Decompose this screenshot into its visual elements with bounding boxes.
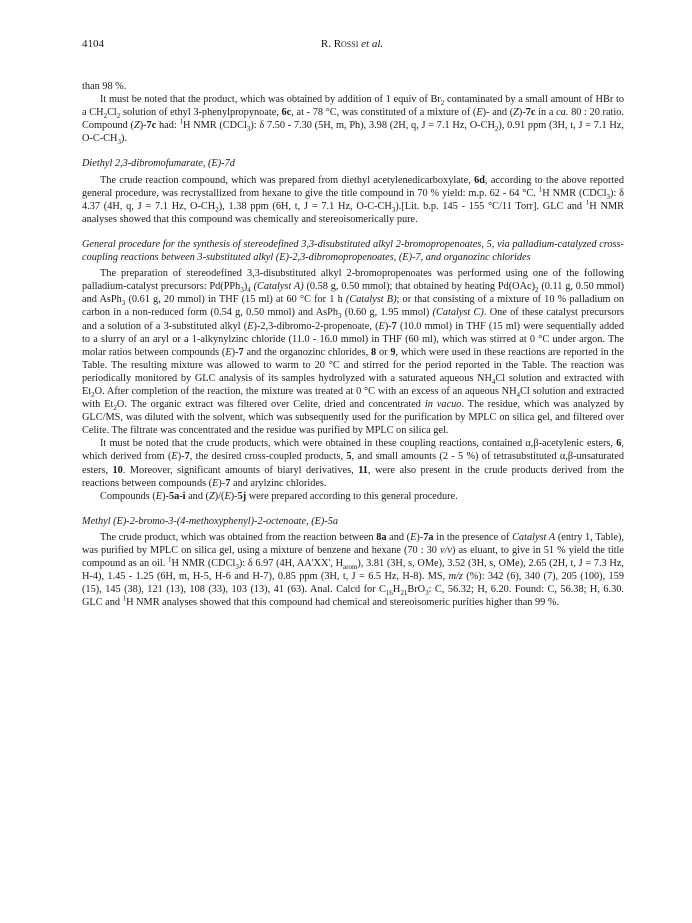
paragraph: The preparation of stereodefined 3,3-disubstituted alkyl 2-bromopropenoates was performed using one of the following palladium-catalyst precursors: $Pd(PPh_3)_4$ (Catalyst A) (0.58 g, 0.50 mmol); that obtained by heating $Pd(OAc)_2$ (0.11 g, 0.50 mmol) and AsPh$_3$ (0.61 g, 20 mmol) in THF (15 ml) at 60 °C for 1 h (Catalyst B); or that consisting of a mixture of 10 % palladium on carbon in a non-reduced form (0.54 g, 0.50 mmol) and AsPh$_3$ (0.60 g, 1.95 mmol) (Catalyst C). One of these catalyst precursors and a solution of a 3-substituted alkyl (E)-2,3-dibromo-2-propenoate, (E)-7 (10.0 mmol) in THF (15 ml) were sequentially added to a slurry of an aryl or a 1-alkynylzinc chloride (11.0 - 16.0 mmol) in THF (60 ml), which was stirred at 0 °C under argon. The molar ratios between compounds (E)-7 and the organozinc chlorides, 8 or 9, which were used in these reactions are reported in the Table. The resulting mixture was allowed to warm to 20 °C and stirred for the period reported in the Table. The reaction was periodically monitored by GLC analysis of its samples hydrolyzed with a saturated aqueous $NH_4Cl$ solution and extracted with $Et_2O$. After completion of the reaction, the mixture was treated at 0 °C with an excess of an aqueous $NH_4Cl$ solution and extracted with $Et_2O$. The organic extract was filtered over Celite, dried and concentrated in vacuo. The residue, which was analyzed by GLC/MS, was diluted with the solvent, which was subsequently used for the purification by MPLC on silica gel, and filtered over Celite. The filtrate was concentrated and the residue was purified by MPLC on silica gel. (82, 268, 625, 437)
paragraph: It must be noted that the product, which was obtained by addition of 1 equiv of $Br_2$ contaminated by a small amount of HBr to a $CH_2Cl_2$ solution of ethyl 3-phenylpropynoate, 6c, at - 78 °C, was constituted of a mixture of (E)- and (Z)-7c in a ca. 80 : 20 ratio. Compound (Z)-7c had: $^1$H NMR (CDCl$_3$): δ 7.50 - 7.30 (5H, m, Ph), 3.98 (2H, q, J = 7.1 Hz, $O-CH_2$), 0.91 ppm (3H, t, J = 7.1 Hz, $O-C-CH_3$). (82, 94, 624, 147)
running-head-author (82, 38, 622, 50)
author-suffix: et al. (358, 38, 384, 50)
section-heading: General procedure for the synthesis of stereodefined 3,3-disubstituted alkyl 2-bromopropenoates, 5, via palladium-catalyzed cross-coupling reactions between 3-substituted alkyl (E)-2,3-dibromopropenoates, (E)-7, and organozinc chlorides (82, 238, 624, 264)
article-body (82, 80, 624, 609)
running-header (82, 38, 622, 54)
paragraph: The crude reaction compound, which was prepared from diethyl acetylenedicarboxylate, 6d, according to the above reported general procedure, was recrystallized from hexane to give the title compound in 70 % yield: m.p. 62 - 64 °C. $^1$H NMR (CDCl$_3$): δ 4.37 (4H, q, J = 7.1 Hz, $O-CH_2$), 1.38 ppm (6H, t, J = 7.1 Hz, $O-C-CH_3).[Lit$. b.p. 145 - 155 °C/11 Torr]. GLC and $^1$H NMR analyses showed that this compound was chemically and stereoisomerically pure. (82, 174, 624, 225)
paragraph: Compounds (E)-5a-i and (Z)/(E)-5j were prepared according to this general procedure. (100, 490, 458, 502)
section-heading: Diethyl 2,3-dibromofumarate, (E)-7d (82, 158, 235, 170)
paragraph: The crude product, which was obtained from the reaction between 8a and (E)-7a in the presence of Catalyst A (entry 1, Table), was purified by MPLC on silica gel, using a mixture of benzene and hexane (70 : 30 v/v) as eluant, to give in 51 % yield the title compound as an oil. $^1$H NMR (CDCl$_3$): δ 6.97 (4H, AA'XX', $H_{arom}$), 3.81 (3H, s, OMe), 3.52 (3H, s, OMe), 2.65 (2H, t, J = 7.3 Hz, H-4), 1.45 - 1.25 (6H, m, H-5, H-6 and H-7), 0.85 ppm (3H, t, J = 6.5 Hz, H-8). MS, m/z (%): 342 (6), 340 (7), 205 (100), 159 (15), 145 (38), 121 (13), 108 (33), 103 (13), 41 (63). Anal. Calcd for $C_{16}H_{21}BrO_3$: C, 56.32; H, 6.20. Found: C, 56.38; H, 6.30. GLC and $^1$H NMR analyses showed that this compound had chemical and stereoisomeric purities higher than 99 %. (82, 531, 624, 609)
author-name: R. Rossi (320, 38, 359, 50)
paragraph: It must be noted that the crude products, which were obtained in these coupling reactions, contained α,β-acetylenic esters, 6, which derived from (E)-7, the desired cross-coupled products, 5, and small amounts (2 - 5 %) of tetrasubstituted α,β-unsaturated esters, 10. Moreover, significant amounts of biaryl derivatives, 11, were also present in the crude products derived from the reactions between compounds (E)-7 and arylzinc chlorides. (82, 438, 624, 489)
page-number: 4104 (82, 38, 104, 50)
paragraph: than 98 %. (82, 81, 127, 92)
section-heading: Methyl (E)-2-bromo-3-(4-methoxyphenyl)-2-octenoate, (E)-5a (82, 515, 339, 527)
